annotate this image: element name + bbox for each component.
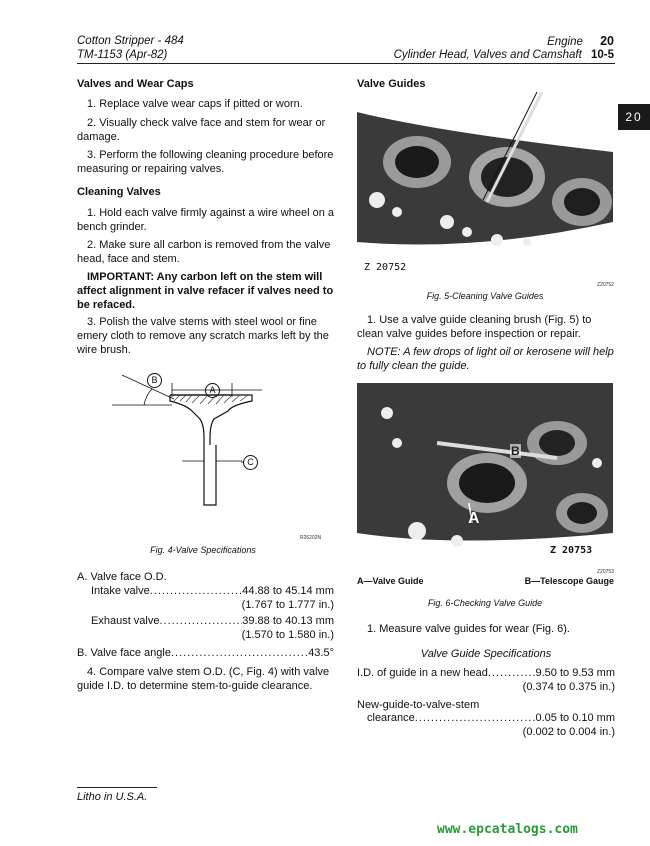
fig5-photo-art: [357, 92, 613, 278]
spec-intake-inches: (1.767 to 1.777 in.): [241, 599, 334, 611]
fig6-photo-art: [357, 383, 613, 566]
para-polish-stems: 3. Polish the valve stems with steel wool or fine emery cloth to remove any scratch marks left by the wire brush.: [77, 316, 329, 356]
header-section: [547, 34, 614, 49]
spec-exhaust-label: Exhaust valve: [91, 615, 160, 627]
spec-guide-id-inches: (0.374 to 0.375 in.): [522, 681, 615, 693]
spec-clearance-label-2: clearance: [367, 712, 415, 724]
header-doc-title: Cotton Stripper - 484: [77, 35, 184, 47]
fig6-label-a: A: [468, 510, 480, 527]
spec-exhaust-value: 39.88 to 40.13 mm: [242, 615, 334, 627]
header-rule: [77, 63, 615, 64]
para-measure-guides: 1. Measure valve guides for wear (Fig. 6).: [367, 623, 570, 635]
fig4-label-c: C: [243, 455, 258, 470]
heading-cleaning-valves: Cleaning Valves: [77, 186, 161, 198]
watermark-url: www.epcatalogs.com: [437, 822, 578, 837]
fig5-caption: Fig. 5-Cleaning Valve Guides: [426, 291, 544, 301]
fig4-code: R26202N: [300, 535, 322, 541]
spec-valve-face-od: A. Valve face O.D.: [77, 571, 167, 583]
spec-guide-id-row: [357, 666, 615, 680]
header-doc-number: TM-1153 (Apr-82): [77, 49, 168, 61]
fig4-caption: Fig. 4-Valve Specifications: [150, 545, 256, 555]
note-oil-kerosene: NOTE: A few drops of light oil or kerosene will help to fully clean the guide.: [357, 346, 614, 372]
para-remove-carbon: 2. Make sure all carbon is removed from the valve head, face and stem.: [77, 239, 331, 265]
fig5-photo: [357, 92, 613, 278]
footer-litho: Litho in U.S.A.: [77, 791, 148, 803]
heading-valve-guides: Valve Guides: [357, 78, 426, 90]
fig4-label-b: B: [147, 373, 162, 388]
footer-rule: [77, 787, 157, 788]
para-use-brush: 1. Use a valve guide cleaning brush (Fig. 5) to clean valve guides before inspection or repair.: [357, 314, 592, 340]
spec-clearance-row: [367, 711, 615, 725]
para-compare-stem: 4. Compare valve stem O.D. (C, Fig. 4) with valve guide I.D. to determine stem-to-guide clearance.: [77, 666, 330, 692]
fig4-label-a: A: [205, 383, 220, 398]
header-section-number: 20: [600, 34, 614, 48]
fig6-legend-a: A—Valve Guide: [357, 576, 424, 586]
spec-intake-value: 44.88 to 45.14 mm: [242, 585, 334, 597]
para-cleaning-procedure: 3. Perform the following cleaning procedure before measuring or repairing valves.: [77, 149, 334, 175]
important-note: IMPORTANT: Any carbon left on the stem will affect alignment in valve refacer if valves need to be refaced.: [77, 271, 334, 311]
spec-face-angle-value: 43.5°: [308, 647, 334, 659]
para-visual-check: 2. Visually check valve face and stem for wear or damage.: [77, 117, 326, 143]
para-wire-wheel: 1. Hold each valve firmly against a wire wheel on a bench grinder.: [77, 207, 335, 233]
fig6-label-b: B: [511, 444, 520, 458]
spec-intake-label: Intake valve: [91, 585, 150, 597]
spec-face-angle-label: B. Valve face angle: [77, 647, 171, 659]
spec-intake-row: [91, 584, 334, 598]
fig5-photo-code: Z 20752: [364, 262, 407, 273]
fig6-legend-b: B—Telescope Gauge: [524, 576, 614, 586]
spec-clearance-value: 0.05 to 0.10 mm: [535, 712, 615, 724]
valve-diagram: [82, 365, 322, 550]
section-tab: 20: [618, 104, 650, 130]
fig6-photo-code: Z 20753: [550, 545, 593, 556]
spec-title-valve-guide: Valve Guide Specifications: [420, 648, 552, 660]
spec-clearance-inches: (0.002 to 0.004 in.): [522, 726, 615, 738]
header-subsection: [394, 48, 614, 62]
header-page-number: 10-5: [590, 49, 614, 61]
spec-guide-id-label: I.D. of guide in a new head: [357, 667, 488, 679]
spec-clearance-label-1: New-guide-to-valve-stem: [357, 699, 480, 711]
fig5-small-code: Z20752: [597, 282, 614, 288]
header-section-name: Engine: [547, 36, 583, 48]
spec-face-angle-row: [77, 646, 334, 660]
header-subsection-name: Cylinder Head, Valves and Camshaft: [393, 49, 582, 61]
spec-guide-id-value: 9.50 to 9.53 mm: [535, 667, 615, 679]
fig6-caption: Fig. 6-Checking Valve Guide: [427, 598, 543, 608]
spec-exhaust-row: [91, 614, 334, 628]
heading-valves-wear-caps: Valves and Wear Caps: [77, 78, 194, 90]
fig6-small-code: Z20753: [597, 569, 614, 575]
spec-exhaust-inches: (1.570 to 1.580 in.): [241, 629, 334, 641]
para-replace-caps: 1. Replace valve wear caps if pitted or worn.: [87, 98, 303, 110]
fig6-photo: [357, 383, 613, 566]
